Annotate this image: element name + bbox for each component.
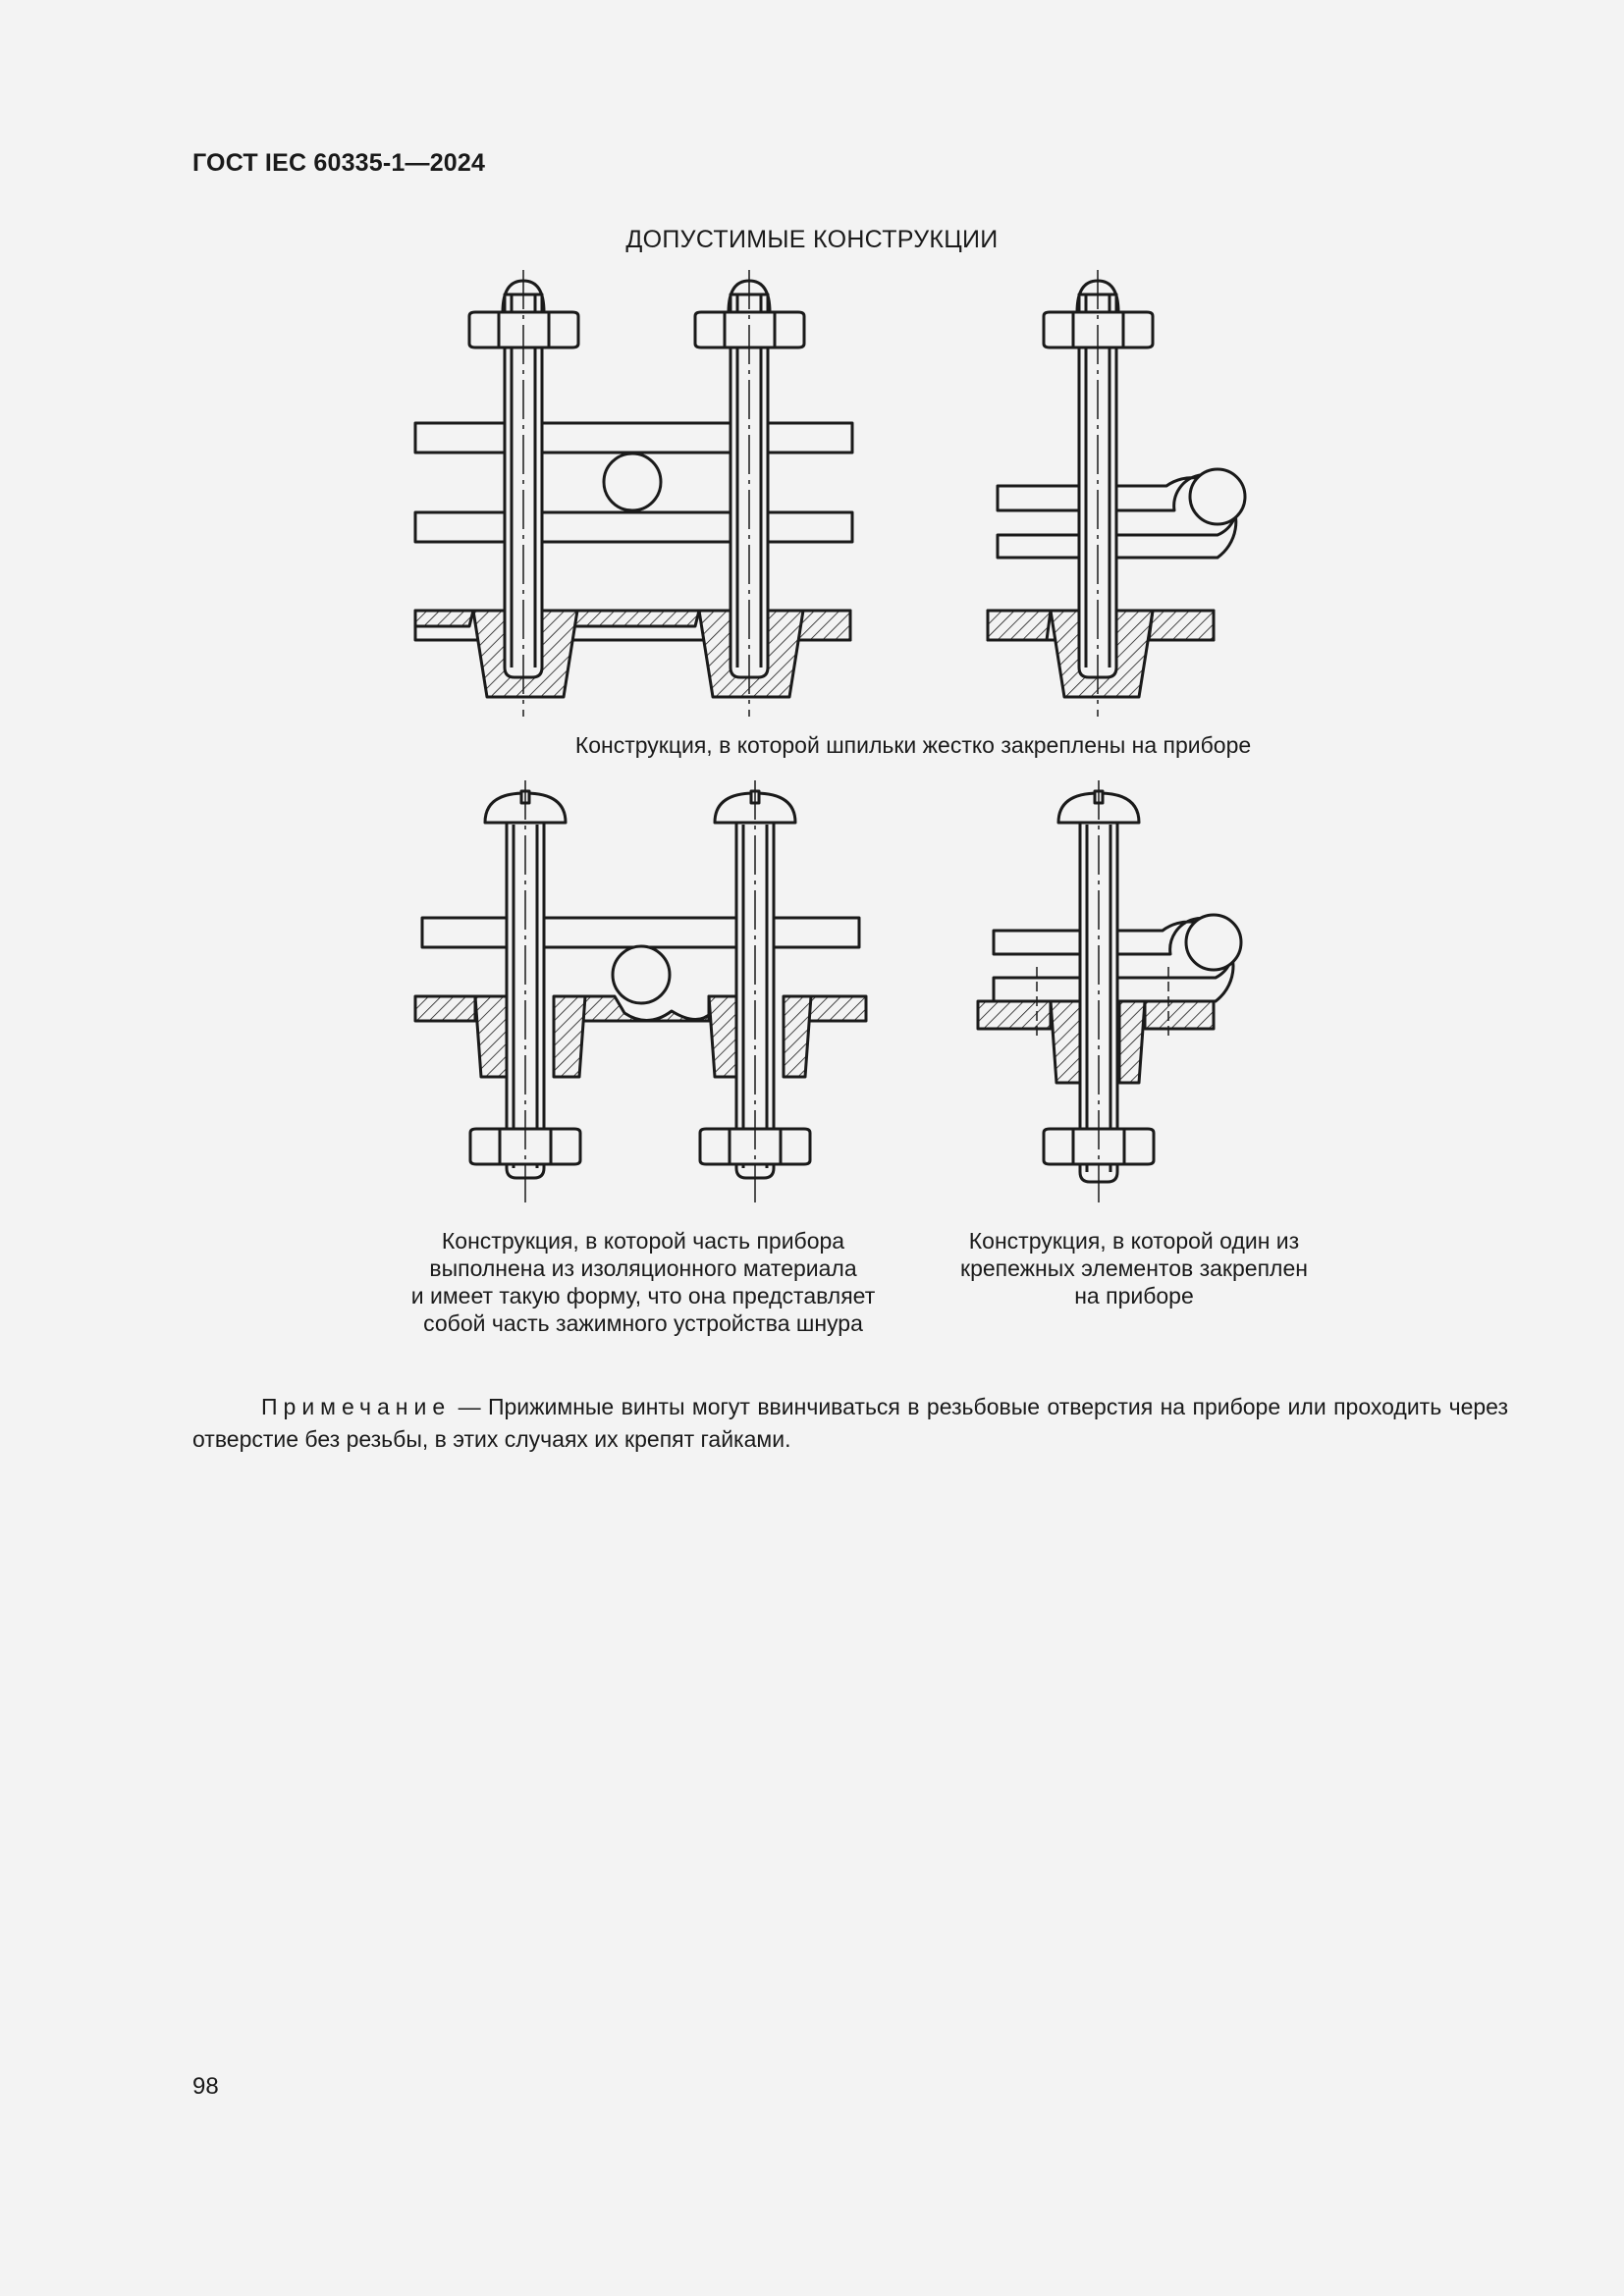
caption-line: Конструкция, в которой часть прибора <box>441 1228 845 1254</box>
drawing-looped-clamp <box>988 270 1245 717</box>
caption-line: Конструкция, в которой один из <box>968 1228 1300 1254</box>
drawing-one-fixed-element <box>978 780 1241 1202</box>
caption-studs-fixed <box>373 731 1453 759</box>
caption-line: и имеет такую форму, что она представляет <box>410 1283 876 1308</box>
page-number: 98 <box>192 2073 219 2100</box>
note-dash: — <box>458 1394 481 1419</box>
caption-line: на приборе <box>1074 1283 1194 1308</box>
caption-line: Конструкция, в которой шпильки жестко закреплены на приборе <box>574 732 1252 758</box>
caption-line: крепежных элементов закреплен <box>960 1255 1308 1281</box>
figure-title: ДОПУСТИМЫЕ КОНСТРУКЦИИ <box>625 226 999 253</box>
note-paragraph <box>192 1391 1508 1456</box>
caption-one-fixed-element <box>913 1227 1355 1309</box>
drawing-studs-fixed <box>415 270 852 717</box>
caption-insulating-clamp <box>334 1227 952 1337</box>
document-header: ГОСТ IEC 60335-1—2024 <box>192 149 486 177</box>
note-label: Примечание <box>261 1394 452 1419</box>
caption-line: выполнена из изоляционного материала <box>429 1255 857 1281</box>
drawing-insulating-clamp <box>415 780 866 1202</box>
note-text: Прижимные винты могут ввинчиваться в резьбовые отверстия на приборе или проходить через отверстие без резьбы, в этих случаях их крепят гайками. <box>192 1394 1509 1452</box>
caption-line: собой часть зажимного устройства шнура <box>423 1310 863 1336</box>
